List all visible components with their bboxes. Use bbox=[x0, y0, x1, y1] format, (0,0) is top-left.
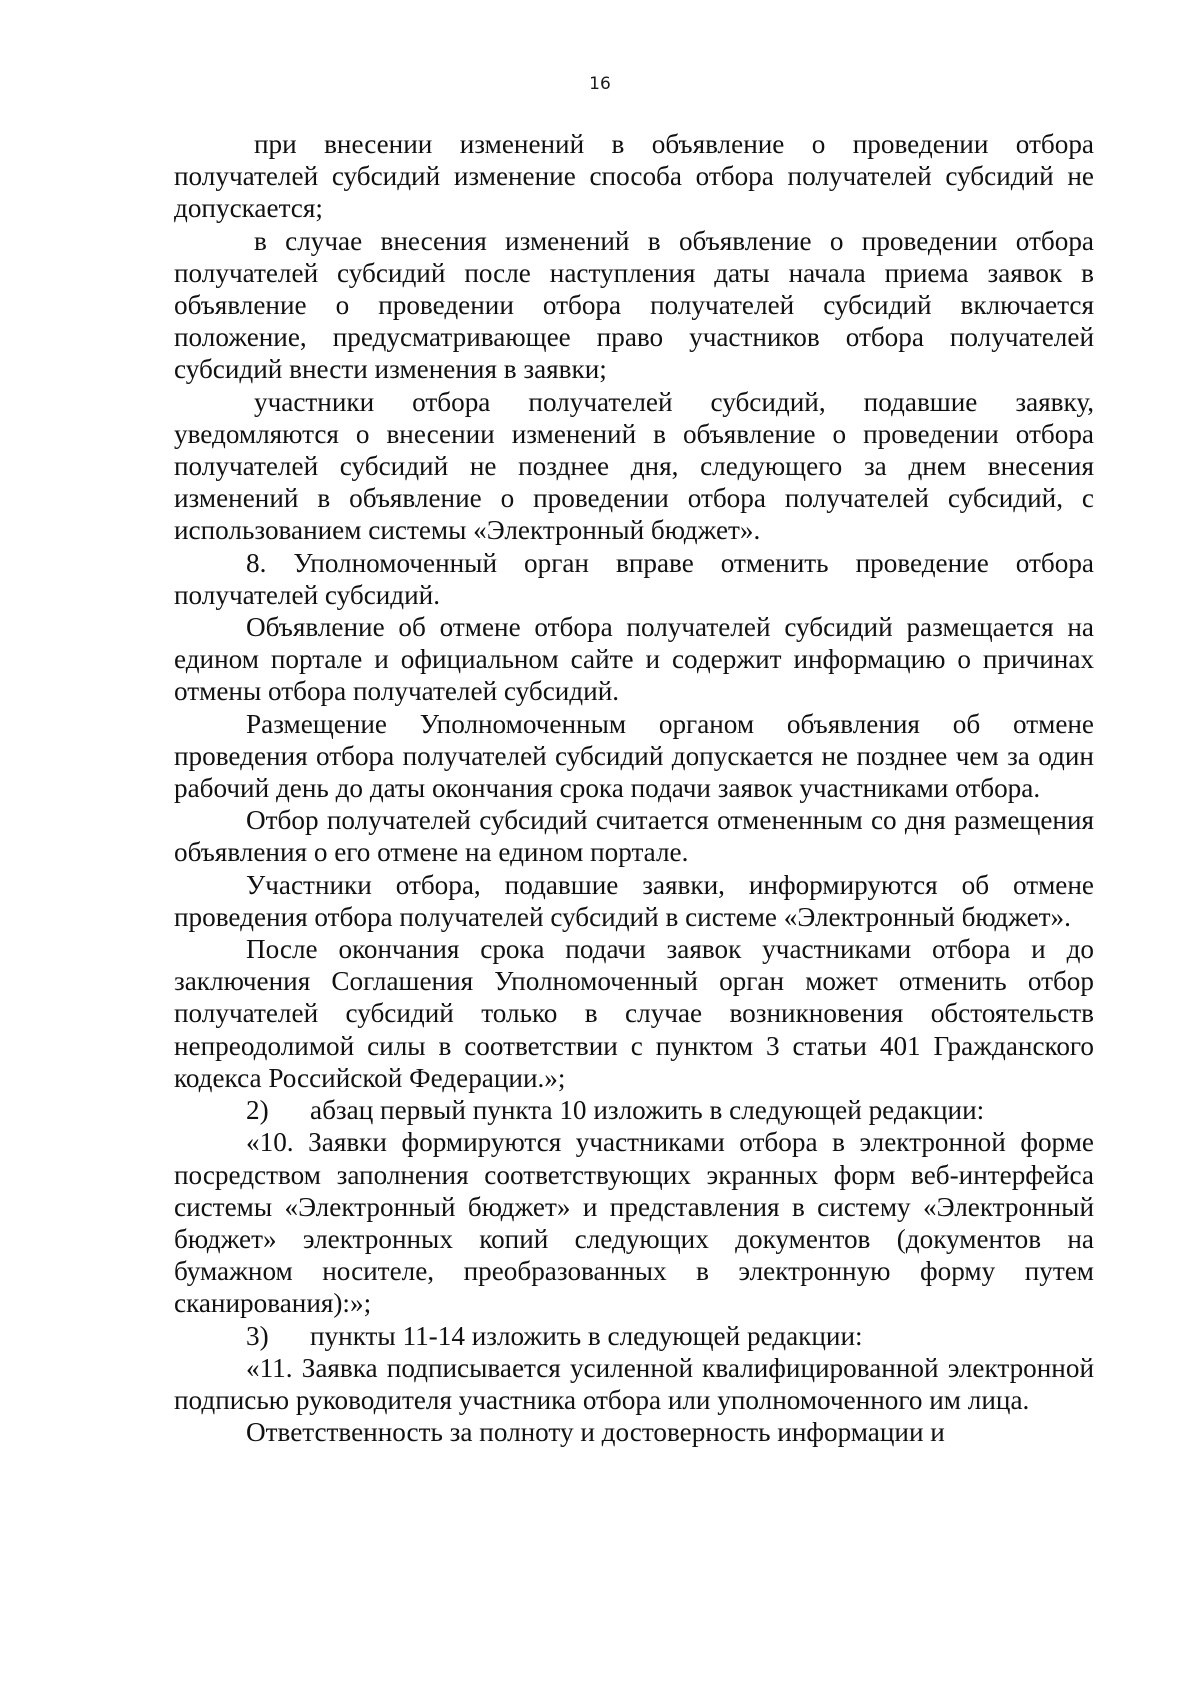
document-body bbox=[174, 128, 1094, 1448]
list-item bbox=[174, 1320, 1094, 1352]
paragraph: участники отбора получателей субсидий, подавшие заявку, уведомляются о внесении изменений в объявление о проведении отбора получателей субсидий не позднее дня, следующего за днем внесения изменений в объявление о проведении отбора получателей субсидий, с использованием системы «Электронный бюджет». bbox=[174, 386, 1094, 546]
paragraph: «11. Заявка подписывается усиленной квалифицированной электронной подписью руководителя участника отбора или уполномоченного им лица. bbox=[174, 1352, 1094, 1415]
paragraph: Отбор получателей субсидий считается отмененным со дня размещения объявления о его отмене на едином портале. bbox=[174, 805, 1094, 868]
list-item bbox=[174, 1094, 1094, 1126]
list-item-text: абзац первый пункта 10 изложить в следующей редакции: bbox=[310, 1095, 985, 1126]
paragraph: Ответственность за полноту и достоверность информации и bbox=[246, 1417, 945, 1448]
page-number: 16 bbox=[589, 74, 611, 94]
paragraph: Объявление об отмене отбора получателей субсидий размещается на едином портале и официальном сайте и содержит информацию о причинах отмены отбора получателей субсидий. bbox=[174, 612, 1094, 707]
list-item-number: 2) bbox=[246, 1095, 269, 1126]
list-item-text: пункты 11-14 изложить в следующей редакции: bbox=[310, 1320, 863, 1351]
paragraph: в случае внесения изменений в объявление о проведении отбора получателей субсидий после наступления даты начала приема заявок в объявление о проведении отбора получателей субсидий включается положение, предусматривающее право участников отбора получателей субсидий внести изменения в заявки; bbox=[174, 225, 1094, 385]
paragraph: После окончания срока подачи заявок участниками отбора и до заключения Соглашения Уполномоченный орган может отменить отбор получателей субсидий только в случае возникновения обстоятельств непреодолимой силы в соответствии с пунктом 3 статьи 401 Гражданского кодекса Российской Федерации.»; bbox=[174, 934, 1094, 1093]
paragraph: 8. Уполномоченный орган вправе отменить проведение отбора получателей субсидий. bbox=[174, 547, 1094, 610]
paragraph: Размещение Уполномоченным органом объявления об отмене проведения отбора получателей субсидий допускается не позднее чем за один рабочий день до даты окончания срока подачи заявок участниками отбора. bbox=[174, 708, 1094, 804]
list-item-number: 3) bbox=[246, 1320, 269, 1351]
paragraph: «10. Заявки формируются участниками отбора в электронной форме посредством заполнения соответствующих экранных форм веб-интерфейса системы «Электронный бюджет» и представления в систему «Электронный бюджет» электронных копий следующих документов (документов на бумажном носителе, преобразованных в электронную форму путем сканирования):»; bbox=[174, 1127, 1094, 1319]
paragraph: Участники отбора, подавшие заявки, информируются об отмене проведения отбора получателей субсидий в системе «Электронный бюджет». bbox=[174, 869, 1094, 932]
paragraph: при внесении изменений в объявление о проведении отбора получателей субсидий изменение способа отбора получателей субсидий не допускается; bbox=[174, 129, 1094, 224]
